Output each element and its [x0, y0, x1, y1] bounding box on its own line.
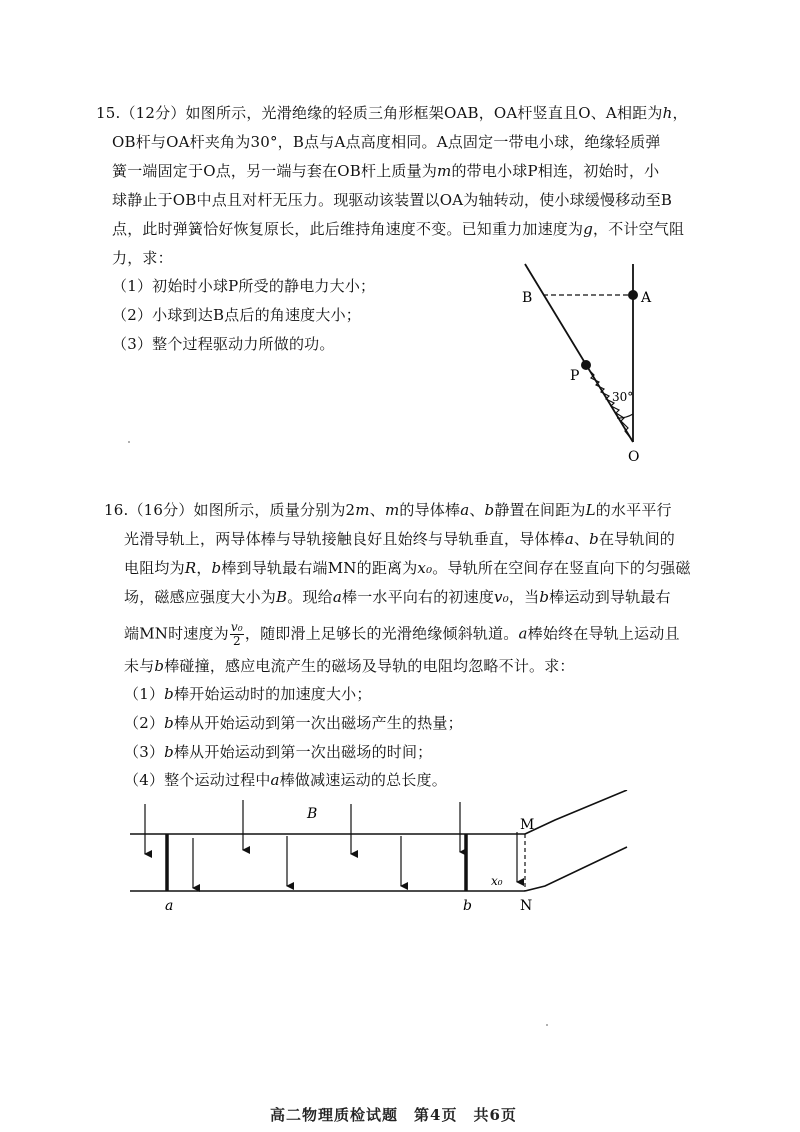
label-n: N: [520, 898, 533, 914]
label-field-b: B: [307, 806, 318, 822]
label-b: B: [522, 290, 533, 306]
rod-ob: [525, 264, 633, 442]
q16-line-3: 电阻均为R，b棒到导轨最右端MN的距离为x₀。导轨所在空间存在竖直向下的匀强磁: [124, 559, 691, 577]
q16-line-1: 16.（16分）如图所示，质量分别为2m、m的导体棒a、b静置在间距为L的水平平行: [104, 501, 672, 519]
q15-subquestion-3: （3）整个过程驱动力所做的功。: [112, 335, 335, 353]
label-angle: 30°: [612, 390, 634, 404]
q15-subquestion-1: （1）初始时小球P所受的静电力大小；: [112, 277, 376, 295]
incline-top: [525, 790, 627, 834]
q16-line-6: 未与b棒碰撞，感应电流产生的磁场及导轨的电阻均忽略不计。求：: [124, 657, 575, 675]
q16-line-5: 端MN时速度为 $\frac{\text{v₀}}{2}$ ，随即滑上足够长的光滑绝缘倾斜轨道。a棒始终在导轨上运动且: [124, 620, 680, 648]
q15-line-3: 簧一端固定于O点，另一端与套在OB杆上质量为m的带电小球P相连，初始时，小: [112, 162, 660, 180]
scan-speck: [128, 441, 130, 443]
q16-subquestion-3: （3）b棒从开始运动到第一次出磁场的时间；: [124, 743, 433, 761]
q15-figure: [515, 258, 695, 468]
ball-p: [581, 360, 591, 370]
label-m: M: [520, 817, 535, 833]
incline-bottom: [525, 847, 627, 891]
q15-line-1: 15.（12分）如图所示，光滑绝缘的轻质三角形框架OAB，OA杆竖直且O、A相距为h，: [96, 104, 688, 122]
label-rod-a: a: [165, 898, 174, 914]
page-footer: 高二物理质检试题 第4页 共6页: [270, 1106, 517, 1124]
label-o: O: [628, 449, 640, 465]
q16-line-4: 场，磁感应强度大小为B。现给a棒一水平向右的初速度v₀，当b棒运动到导轨最右: [124, 588, 671, 606]
ball-a: [628, 290, 638, 300]
scan-speck: [546, 1024, 548, 1026]
label-rod-b: b: [463, 898, 472, 914]
label-p: P: [570, 368, 580, 384]
label-a: A: [641, 290, 652, 306]
fraction-v0-over-2: $\frac{\text{v₀}}{2}$: [230, 620, 243, 648]
q16-subquestion-2: （2）b棒从开始运动到第一次出磁场产生的热量；: [124, 714, 463, 732]
q15-subquestion-2: （2）小球到达B点后的角速度大小；: [112, 306, 361, 324]
q15-line-4: 球静止于OB中点且对杆无压力。现驱动该装置以OA为轴转动，使小球缓慢移动至B: [112, 191, 673, 209]
q15-line-5: 点，此时弹簧恰好恢复原长，此后维持角速度不变。已知重力加速度为g，不计空气阻: [112, 220, 685, 238]
label-x0: x₀: [491, 874, 503, 888]
q16-line-2: 光滑导轨上，两导体棒与导轨接触良好且始终与导轨垂直，导体棒a、b在导轨间的: [124, 530, 675, 548]
q16-subquestion-1: （1）b棒开始运动时的加速度大小；: [124, 685, 372, 703]
q16-figure: [125, 790, 645, 920]
q15-line-6: 力，求：: [112, 249, 173, 267]
q16-subquestion-4: （4）整个运动过程中a棒做减速运动的总长度。: [124, 771, 447, 789]
q15-line-2: OB杆与OA杆夹角为30°，B点与A点高度相同。A点固定一带电小球，绝缘轻质弹: [112, 133, 661, 151]
